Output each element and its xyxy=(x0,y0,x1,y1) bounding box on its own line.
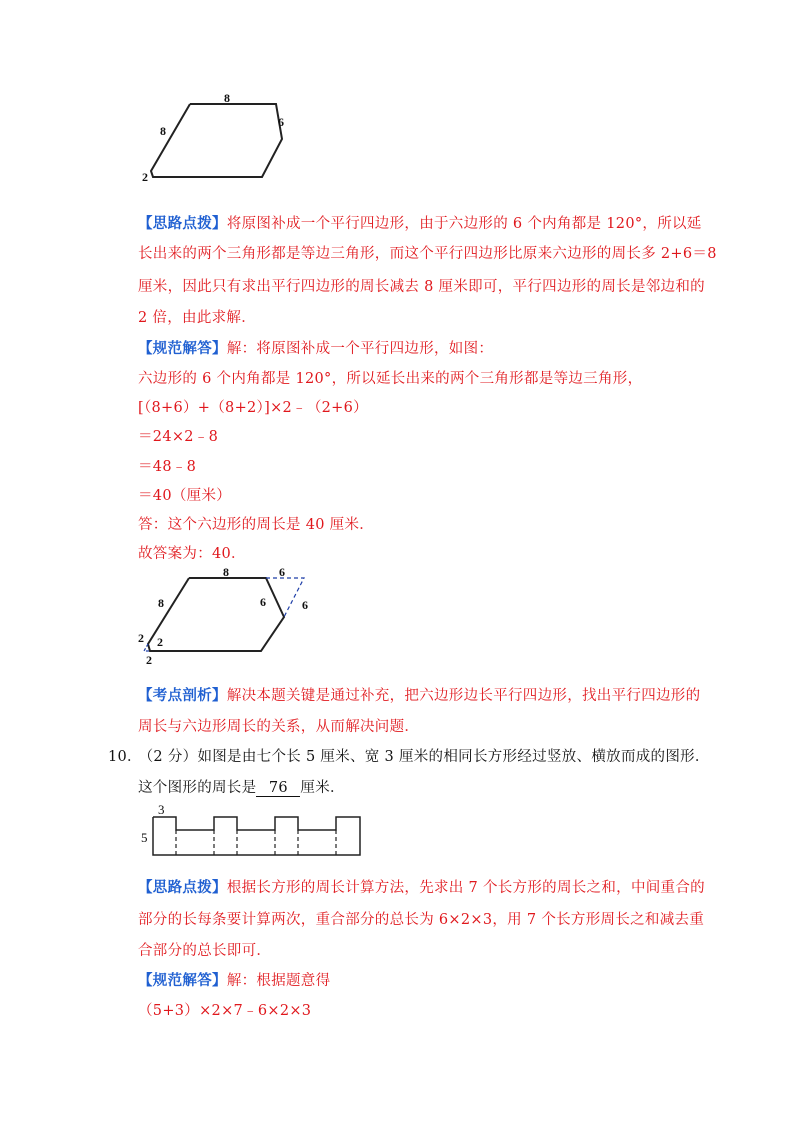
parallelogram-label-top: 8 xyxy=(223,565,229,579)
hexagon-outline xyxy=(151,104,282,177)
hint2-line-2: 部分的长每条要计算两次，重合部分的总长为 6×2×3，用 7 个长方形周长之和减去重 xyxy=(138,912,705,928)
parallelogram-label-ext-top: 6 xyxy=(279,565,285,579)
hint1-line-3: 厘米，因此只有求出平行四边形的周长减去 8 厘米即可，平行四边形的周长是邻边和的 xyxy=(138,279,705,295)
rectangle-dividers xyxy=(176,830,336,855)
parallelogram-label-ext-left: 2 xyxy=(138,631,144,645)
solution1-answer: 答：这个六边形的周长是 40 厘米． xyxy=(138,517,375,533)
analysis1-line-2: 周长与六边形周长的关系，从而解决问题． xyxy=(138,719,420,735)
solution1-final: 故答案为：40． xyxy=(138,546,246,562)
hint2-tag: 【思路点拨】 xyxy=(138,879,227,896)
hexagon-label-bottom-left: 2 xyxy=(142,170,148,184)
analysis1-line-1: 【考点剖析】解决本题关键是通过补充，把六边形边长平行四边形，找出平行四边形的 xyxy=(138,687,701,704)
solution2-line-1: （5+3）×2×7﹣6×2×3 xyxy=(138,1003,312,1019)
solution1-line-3: ＝24×2﹣8 xyxy=(138,429,219,445)
solution1-line-1: 六边形的 6 个内角都是 120°，所以延长出来的两个三角形都是等边三角形， xyxy=(138,371,643,387)
parallelogram-label-ext-right: 6 xyxy=(302,598,308,612)
hexagon-label-top: 8 xyxy=(224,91,230,105)
rectangles-figure xyxy=(140,800,365,860)
hexagon-figure xyxy=(138,90,298,185)
hexagon-outline-2 xyxy=(148,578,284,651)
analysis1-tag: 【考点剖析】 xyxy=(138,687,227,704)
solution1-line-4: ＝48﹣8 xyxy=(138,459,197,475)
rectangle-width-label: 3 xyxy=(158,802,165,817)
solution1-intro: 【规范解答】解：将原图补成一个平行四边形，如图： xyxy=(138,340,494,357)
hint1-line-1: 【思路点拨】将原图补成一个平行四边形，由于六边形的 6 个内角都是 120°，所以延 xyxy=(138,215,702,232)
hint2-line-1: 【思路点拨】根据长方形的周长计算方法，先求出 7 个长方形的周长之和，中间重合的 xyxy=(138,879,705,896)
parallelogram-label-inner-left: 2 xyxy=(157,635,163,649)
hint2-line-3: 合部分的总长即可． xyxy=(138,943,272,959)
triangle-extension-right xyxy=(266,578,304,617)
solution1-line-5: ＝40（厘米） xyxy=(138,488,232,504)
rectangles-outline xyxy=(153,817,360,855)
question-score: （2 分） xyxy=(145,749,198,765)
question-text: 如图是由七个长 5 厘米、宽 3 厘米的相同长方形经过竖放、横放而成的图形． xyxy=(197,749,710,765)
rectangle-length-label: 5 xyxy=(141,830,148,845)
solution2-tag: 【规范解答】 xyxy=(138,972,227,989)
hint1-line-2: 长出来的两个三角形都是等边三角形，而这个平行四边形比原来六边形的周长多 2+6＝8 xyxy=(138,246,717,262)
parallelogram-label-bottom: 2 xyxy=(146,653,152,667)
question10-line-1 xyxy=(108,745,710,766)
solution1-line-2: [（8+6）+（8+2）]×2﹣（2+6） xyxy=(138,400,368,416)
hint1-line-4: 2 倍，由此求解． xyxy=(138,310,257,326)
answer-blank: 76 xyxy=(256,781,300,797)
question-number: 10． xyxy=(108,749,142,765)
hint1-tag: 【思路点拨】 xyxy=(138,215,227,232)
parallelogram-figure xyxy=(136,562,326,668)
question10-line-2: 这个图形的周长是 76 厘米． xyxy=(138,780,345,796)
solution2-intro: 【规范解答】解：根据题意得 xyxy=(138,972,331,989)
parallelogram-label-inner-right: 6 xyxy=(260,595,266,609)
hexagon-label-right: 6 xyxy=(278,115,284,129)
parallelogram-label-left: 8 xyxy=(158,596,164,610)
solution1-tag: 【规范解答】 xyxy=(138,340,227,357)
hexagon-label-left: 8 xyxy=(160,124,166,138)
